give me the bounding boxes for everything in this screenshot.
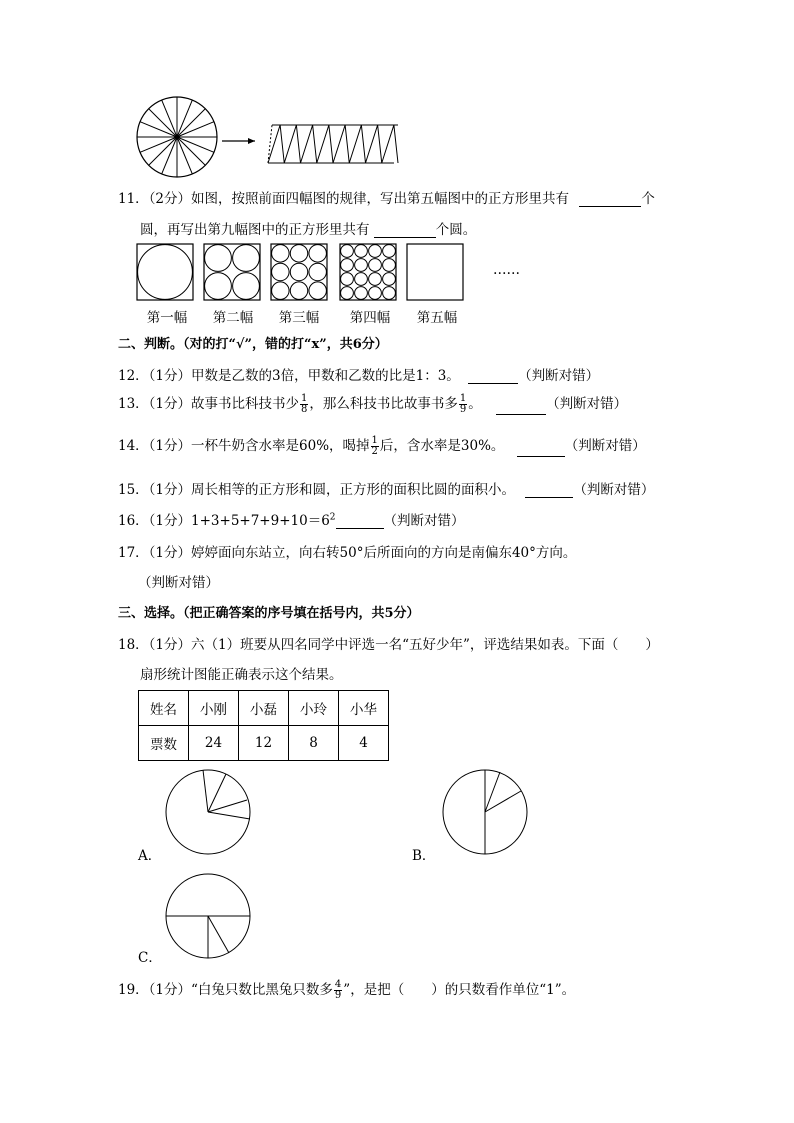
q17-text: 17．（1分）婷婷面向东站立，向右转50°后所面向的方向是南偏东40°方向。 (118, 545, 577, 561)
square-figure-4 (340, 244, 396, 300)
inner-circle (355, 245, 368, 258)
table-header-cell: 小刚 (189, 691, 239, 726)
q14-tail: （判断对错） (564, 438, 646, 454)
q11-tail: 个 (641, 191, 655, 207)
inner-circle (355, 273, 368, 286)
q11-number: 11． (118, 191, 149, 207)
inner-circle (369, 259, 382, 272)
q16-exponent: 2 (329, 512, 336, 523)
inner-circle (290, 245, 307, 262)
q13-frac1-numerator: 1 (301, 393, 308, 404)
inner-circle (341, 273, 354, 286)
table-header-cell: 姓名 (139, 691, 189, 726)
q15-text: 15．（1分）周长相等的正方形和圆，正方形的面积比圆的面积小。 (118, 482, 516, 498)
question-16 (118, 509, 465, 529)
caption-figure-5: 第五幅 (416, 310, 458, 326)
pie-chart-option-b (440, 767, 530, 857)
table-header-cell: 小华 (339, 691, 389, 726)
table-row-label: 票数 (139, 726, 189, 761)
q11-square-figures (136, 243, 476, 301)
caption-figure-1: 第一幅 (146, 310, 188, 326)
table-cell: 4 (339, 726, 389, 761)
q15-tail: （判断对错） (573, 482, 655, 498)
vote-table (138, 690, 389, 761)
sector-line (177, 109, 205, 137)
inner-circle (369, 273, 382, 286)
inner-circle (272, 245, 289, 262)
q11-score: （2分） (148, 191, 192, 207)
q19-text-post: ”，是把（ ）的只数看作单位“1”。 (343, 982, 576, 998)
inner-circle (205, 273, 232, 300)
question-11 (118, 187, 655, 207)
question-15 (118, 478, 654, 498)
section-2-title: 二、判断。（对的打“√”，错的打“x”，共6分） (118, 337, 388, 352)
question-12 (118, 364, 599, 384)
inner-circle (138, 245, 193, 300)
pie-a-divider (208, 800, 247, 812)
table-cell: 8 (289, 726, 339, 761)
inner-circle (309, 282, 326, 299)
inner-circle (233, 245, 260, 272)
option-b-label[interactable]: B． (412, 848, 436, 864)
question-14 (118, 434, 646, 457)
q11-answer-blank-5th[interactable] (579, 206, 641, 207)
inner-circle (355, 259, 368, 272)
inner-circle (383, 245, 396, 258)
inner-circle (272, 282, 289, 299)
q13-fraction-2 (459, 394, 467, 415)
table-cell: 24 (189, 726, 239, 761)
q16-tail: （判断对错） (383, 513, 465, 529)
sector-line (177, 137, 205, 165)
inner-circle (369, 287, 382, 300)
q19-text-pre: 19．（1分）“白兔只数比黑兔只数多 (118, 982, 333, 998)
q19-fraction (334, 980, 342, 1001)
q13-tail: （判断对错） (546, 396, 628, 412)
inner-circle (309, 245, 326, 262)
q12-tail: （判断对错） (518, 368, 600, 384)
table-row (139, 726, 389, 761)
q12-answer-blank[interactable] (468, 383, 518, 384)
square-figure-5 (407, 244, 463, 300)
q11-answer-blank-9th[interactable] (374, 237, 436, 238)
inner-circle (341, 245, 354, 258)
q19-frac-denominator: 9 (334, 990, 342, 1001)
q13-answer-blank[interactable] (496, 414, 546, 415)
option-c-label[interactable]: C． (138, 950, 162, 966)
inner-circle (383, 259, 396, 272)
inner-circle (205, 245, 232, 272)
pie-b-divider (485, 772, 500, 812)
q14-answer-blank[interactable] (517, 456, 565, 457)
inner-circle (290, 282, 307, 299)
question-17-line2 (138, 571, 219, 591)
question-19 (118, 978, 575, 1001)
q14-text-post: 后，含水率是30%。 (379, 438, 505, 454)
q16-text: 16．（1分）1+3+5+7+9+10＝6 (118, 513, 330, 529)
sector-line (149, 109, 177, 137)
pie-a-divider (208, 774, 226, 812)
sector-line (149, 137, 177, 165)
pie-a-divider (203, 770, 208, 812)
pie-c-divider (208, 916, 229, 953)
inner-circle (272, 263, 289, 280)
q13-frac1-denominator: 8 (301, 404, 308, 415)
question-11-line2 (140, 218, 476, 238)
q13-frac2-numerator: 1 (459, 393, 467, 404)
q13-text-post: 。 (468, 396, 482, 412)
caption-figure-2: 第二幅 (212, 310, 254, 326)
table-header-cell: 小磊 (239, 691, 289, 726)
q12-text: 12．（1分）甲数是乙数的3倍，甲数和乙数的比是1：3。 (118, 368, 460, 384)
inner-circle (341, 287, 354, 300)
question-17 (118, 541, 576, 561)
rearranged-sectors (268, 125, 398, 163)
q11-text-line1: 如图，按照前面四幅图的规律，写出第五幅图中的正方形里共有 (191, 191, 570, 207)
question-18-line2: 扇形统计图能正确表示这个结果。 (140, 667, 343, 683)
pie-chart-option-a (163, 767, 253, 857)
q13-text-mid: ，那么科技书比故事书多 (309, 396, 458, 412)
table-cell: 12 (239, 726, 289, 761)
question-18: 18．（1分）六（1）班要从四名同学中评选一名“五好少年”，评选结果如表。下面（ ） (118, 637, 659, 653)
q11-text-line2: 圆，再写出第九幅图中的正方形里共有 (140, 222, 370, 238)
q14-frac-denominator: 2 (371, 446, 378, 457)
table-header-cell: 小玲 (289, 691, 339, 726)
caption-figure-3: 第三幅 (278, 310, 320, 326)
q14-frac-numerator: 1 (371, 435, 378, 446)
q11-text-line2-end: 个圆。 (435, 222, 477, 238)
inner-circle (383, 287, 396, 300)
circle-cut-diagram (130, 95, 410, 180)
caption-figure-4: 第四幅 (349, 310, 391, 326)
pie-b-divider (485, 791, 521, 812)
q13-fraction-1 (300, 394, 308, 415)
q14-fraction (371, 436, 379, 457)
square-figure-3 (271, 244, 327, 300)
inner-circle (309, 263, 326, 280)
q11-ellipsis: …… (493, 262, 520, 278)
question-13 (118, 392, 627, 415)
inner-circle (369, 245, 382, 258)
square-figure-2 (204, 244, 260, 300)
section-3-title: 三、选择。（把正确答案的序号填在括号内，共5分） (118, 606, 420, 621)
inner-circle (355, 287, 368, 300)
q14-text-pre: 14．（1分）一杯牛奶含水率是60%，喝掉 (118, 438, 370, 454)
pie-a-divider (208, 812, 250, 819)
q13-frac2-denominator: 9 (459, 404, 467, 415)
option-a-label[interactable]: A． (138, 848, 162, 864)
inner-circle (341, 259, 354, 272)
q17-tail: （判断对错） (138, 575, 219, 591)
q15-answer-blank[interactable] (525, 497, 573, 498)
inner-circle (383, 273, 396, 286)
inner-circle (233, 273, 260, 300)
q16-answer-blank[interactable] (336, 528, 384, 529)
pie-chart-option-c (163, 871, 253, 961)
q19-frac-numerator: 4 (334, 979, 342, 990)
inner-circle (290, 263, 307, 280)
q13-text-pre: 13．（1分）故事书比科技书少 (118, 396, 300, 412)
table-row (139, 691, 389, 726)
